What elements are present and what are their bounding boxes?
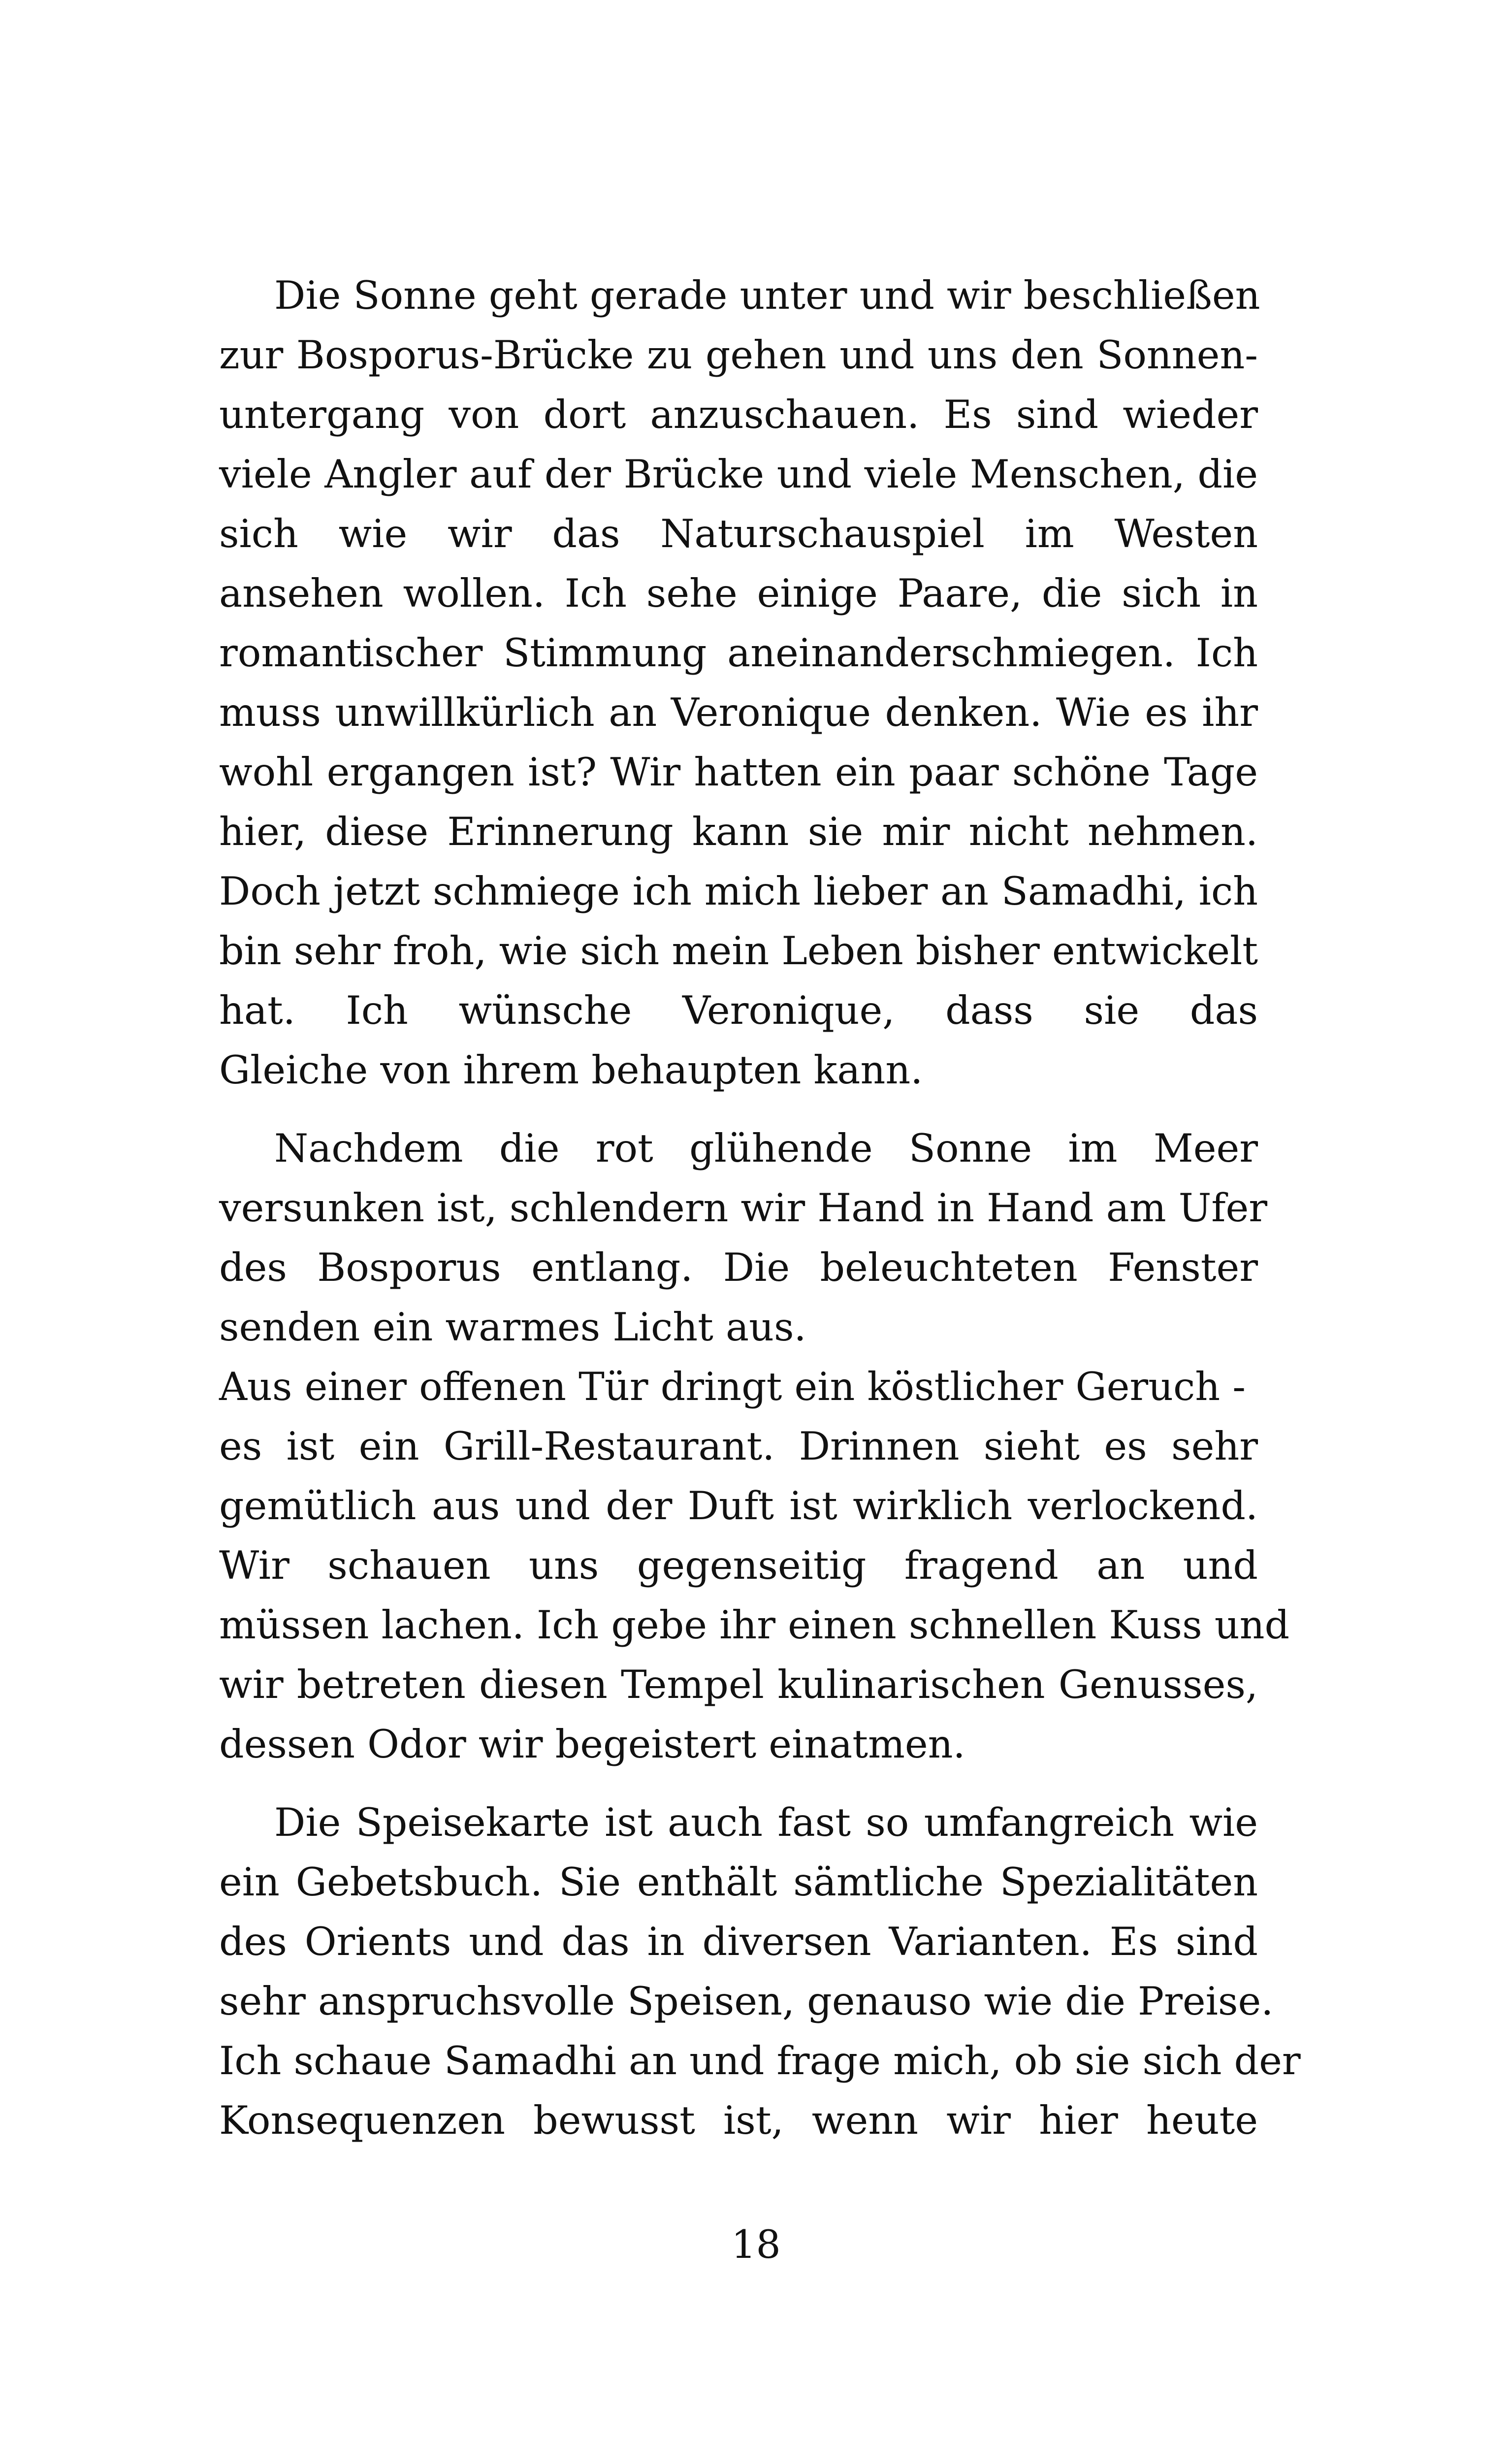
text-line: versunken ist, schlendern wir Hand in Hand am Ufer <box>219 1185 1268 1231</box>
text-line: Wir schauen uns gegenseitig fragend an und <box>219 1543 1258 1588</box>
paragraph-3 <box>219 1793 1301 2150</box>
text-line: Aus einer offenen Tür dringt ein köstlicher Geruch - <box>219 1364 1246 1409</box>
text-line: müssen lachen. Ich gebe ihr einen schnellen Kuss und <box>219 1602 1290 1648</box>
text-line: untergang von dort anzuschauen. Es sind wieder <box>219 392 1258 437</box>
text-line: des Bosporus entlang. Die beleuchteten Fenster <box>219 1245 1258 1290</box>
text-line: ein Gebetsbuch. Sie enthält sämtliche Spezialitäten <box>219 1859 1258 1905</box>
text-line: romantischer Stimmung aneinanderschmiegen. Ich <box>219 630 1258 676</box>
text-line: Nachdem die rot glühende Sonne im Meer <box>274 1126 1258 1171</box>
text-line: wir betreten diesen Tempel kulinarischen Genusses, <box>219 1662 1258 1707</box>
text-line: Ich schaue Samadhi an und frage mich, ob sie sich der <box>219 2038 1301 2084</box>
text-line: zur Bosporus-Brücke zu gehen und uns den Sonnen- <box>219 332 1258 378</box>
text-line: sehr anspruchsvolle Speisen, genauso wie die Preise. <box>219 1979 1274 2024</box>
paragraph-1 <box>219 266 1258 1100</box>
text-line: des Orients und das in diversen Varianten. Es sind <box>219 1919 1258 1964</box>
text-line: senden ein warmes Licht aus. <box>219 1304 806 1350</box>
text-line: Die Speisekarte ist auch fast so umfangreich wie <box>274 1800 1258 1845</box>
text-line: Konsequenzen bewusst ist, wenn wir hier heute <box>219 2098 1258 2143</box>
page-number: 18 <box>731 2222 781 2267</box>
text-line: muss unwillkürlich an Veronique denken. Wie es ihr <box>219 690 1258 735</box>
body-text <box>219 266 1301 2169</box>
text-line: hat. Ich wünsche Veronique, dass sie das <box>219 988 1258 1033</box>
text-line: dessen Odor wir begeistert einatmen. <box>219 1722 965 1767</box>
text-line: Doch jetzt schmiege ich mich lieber an Samadhi, ich <box>219 869 1258 914</box>
text-line: ansehen wollen. Ich sehe einige Paare, die sich in <box>219 571 1258 616</box>
text-line: hier, diese Erinnerung kann sie mir nicht nehmen. <box>219 809 1258 854</box>
text-line: Die Sonne geht gerade unter und wir beschließen <box>274 273 1260 318</box>
text-line: viele Angler auf der Brücke und viele Menschen, die <box>219 452 1258 497</box>
text-line: es ist ein Grill-Restaurant. Drinnen sieht es sehr <box>219 1424 1258 1469</box>
text-line: bin sehr froh, wie sich mein Leben bisher entwickelt <box>219 928 1258 974</box>
text-line: gemütlich aus und der Duft ist wirklich verlockend. <box>219 1483 1258 1529</box>
text-line: Gleiche von ihrem behaupten kann. <box>219 1047 923 1093</box>
text-line: wohl ergangen ist? Wir hatten ein paar schöne Tage <box>219 749 1258 795</box>
text-line: sich wie wir das Naturschauspiel im Westen <box>219 511 1258 556</box>
paragraph-2 <box>219 1119 1290 1774</box>
